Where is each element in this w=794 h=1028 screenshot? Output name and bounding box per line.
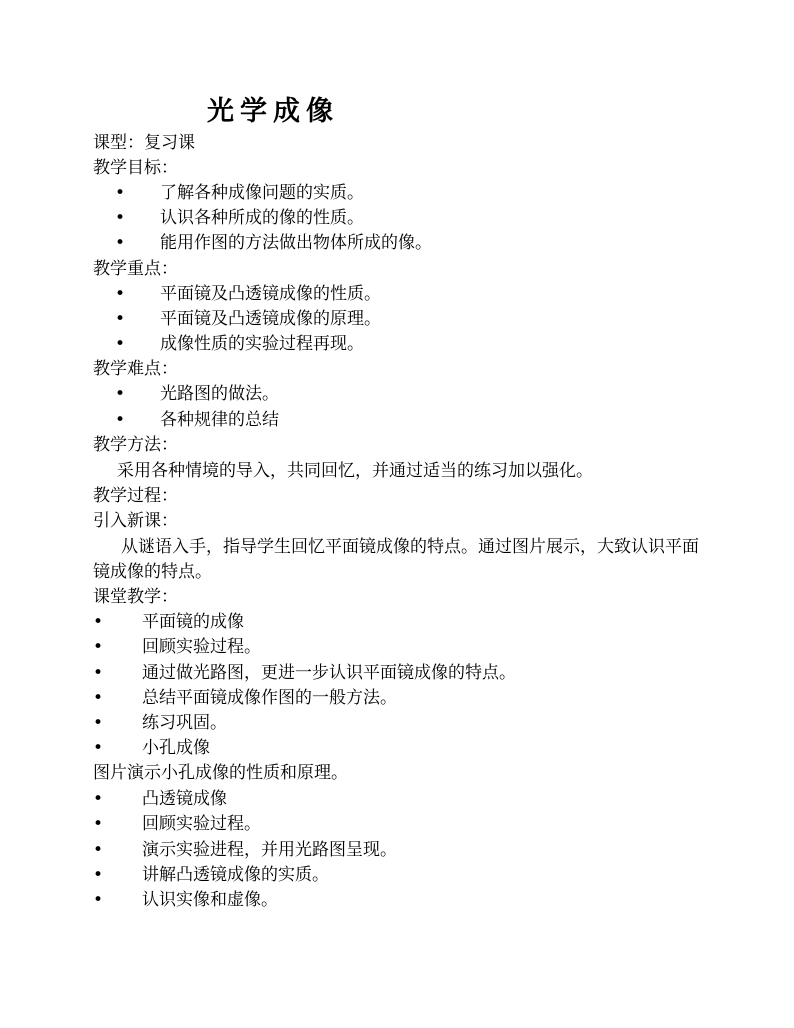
- bullet-icon: •: [93, 840, 104, 860]
- bullet-icon: •: [93, 713, 104, 733]
- intro-paragraph: 从谜语入手，指导学生回忆平面镜成像的特点。通过图片展示，大致认识平面镜成像的特点。: [93, 537, 699, 582]
- bullet-icon: •: [115, 233, 126, 253]
- bullet-icon: •: [115, 384, 126, 404]
- bullet-icon: •: [115, 284, 126, 304]
- list-item-text: 了解各种成像问题的实质。: [160, 183, 364, 203]
- list-item-text: 成像性质的实验过程再现。: [160, 334, 364, 354]
- list-item-text: 凸透镜成像: [142, 789, 227, 809]
- bullet-icon: •: [115, 309, 126, 329]
- bullet-icon: •: [93, 637, 104, 657]
- bullet-icon: •: [93, 663, 104, 683]
- list-item-text: 各种规律的总结: [160, 410, 279, 430]
- page-title: 光学成像: [207, 96, 339, 127]
- methods-text: 采用各种情境的导入，共同回忆，并通过适当的练习加以强化。: [117, 461, 593, 481]
- bullet-icon: •: [115, 208, 126, 228]
- key-points-heading: 教学重点：: [93, 259, 178, 279]
- pinhole-note: 图片演示小孔成像的性质和原理。: [93, 763, 348, 783]
- bullet-icon: •: [93, 865, 104, 885]
- difficulties-heading: 教学难点：: [93, 359, 178, 379]
- bullet-icon: •: [93, 814, 104, 834]
- list-item-text: 回顾实验过程。: [142, 814, 261, 834]
- bullet-icon: •: [93, 688, 104, 708]
- bullet-icon: •: [115, 334, 126, 354]
- list-item-text: 讲解凸透镜成像的实质。: [142, 865, 329, 885]
- list-item-text: 回顾实验过程。: [142, 637, 261, 657]
- list-item-text: 认识各种所成的像的性质。: [160, 208, 364, 228]
- list-item-text: 光路图的做法。: [160, 384, 279, 404]
- intro-heading: 引入新课：: [93, 511, 178, 531]
- list-item-text: 平面镜的成像: [142, 612, 244, 632]
- list-item-text: 小孔成像: [142, 738, 210, 758]
- list-item-text: 平面镜及凸透镜成像的原理。: [160, 309, 381, 329]
- list-item-text: 认识实像和虚像。: [142, 890, 278, 910]
- list-item-text: 能用作图的方法做出物体所成的像。: [160, 233, 432, 253]
- bullet-icon: •: [93, 789, 104, 809]
- methods-heading: 教学方法：: [93, 435, 178, 455]
- bullet-icon: •: [93, 612, 104, 632]
- list-item-text: 通过做光路图，更进一步认识平面镜成像的特点。: [142, 663, 516, 683]
- list-item-text: 练习巩固。: [142, 713, 227, 733]
- list-item-text: 总结平面镜成像作图的一般方法。: [142, 688, 397, 708]
- lesson-type: 课型：复习课: [93, 133, 195, 153]
- bullet-icon: •: [93, 890, 104, 910]
- classroom-heading: 课堂教学：: [93, 587, 178, 607]
- list-item-text: 演示实验进程，并用光路图呈现。: [142, 840, 397, 860]
- process-heading: 教学过程：: [93, 486, 178, 506]
- bullet-icon: •: [115, 410, 126, 430]
- bullet-icon: •: [115, 183, 126, 203]
- goals-heading: 教学目标：: [93, 158, 178, 178]
- bullet-icon: •: [93, 738, 104, 758]
- list-item-text: 平面镜及凸透镜成像的性质。: [160, 284, 381, 304]
